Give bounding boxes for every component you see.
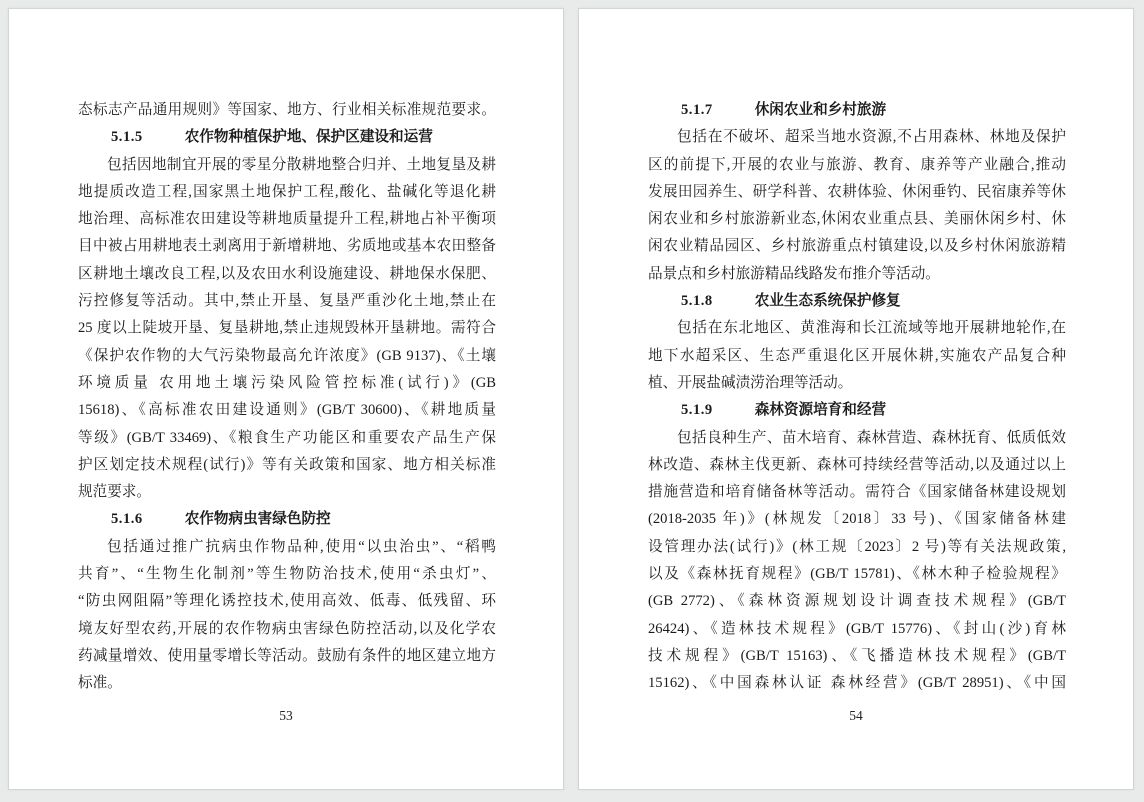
text-line: 植、开展盐碱渍涝治理等活动。 bbox=[648, 374, 853, 391]
text-line: 设管理办法(试行)》(林工规〔2023〕2 号)等有关法规政策, bbox=[648, 538, 1066, 555]
text-line: 《保护农作物的大气污染物最高允许浓度》(GB 9137)、《土壤 bbox=[78, 347, 496, 364]
section-heading-title: 农作物种植保护地、保护区建设和运营 bbox=[184, 129, 433, 146]
section-heading bbox=[648, 288, 1066, 315]
text-line: 措施营造和培育储备林等活动。需符合《国家储备林建设规划 bbox=[648, 484, 1066, 501]
text-line: 地治理、高标准农田建设等耕地质量提升工程,耕地占补平衡项 bbox=[78, 211, 496, 228]
text-line: 品景点和乡村旅游精品线路发布推介等活动。 bbox=[648, 265, 940, 282]
text-line: 境友好型农药,开展的农作物病虫害绿色防控活动,以及化学农 bbox=[78, 620, 496, 637]
text-line: (GB 2772)、《森林资源规划设计调查技术规程》(GB/T bbox=[648, 593, 1066, 610]
text-line: 目中被占用耕地表土剥离用于新增耕地、劣质地或基本农田整备 bbox=[78, 238, 496, 255]
text-line: 污控修复等活动。其中,禁止开垦、复垦严重沙化土地,禁止在 bbox=[78, 293, 496, 310]
text-line: (2018-2035 年)》(林规发〔2018〕33 号)、《国家储备林建 bbox=[648, 511, 1066, 528]
text-line: 包括因地制宜开展的零星分散耕地整合归并、土地复垦及耕 bbox=[107, 156, 496, 173]
section-heading bbox=[648, 397, 1066, 424]
section-heading-title: 休闲农业和乡村旅游 bbox=[754, 102, 887, 118]
section-heading-title: 森林资源培育和经营 bbox=[754, 402, 887, 419]
text-line: 地下水超采区、生态严重退化区开展休耕,实施农产品复合种 bbox=[648, 347, 1066, 364]
page-54-number: 54 bbox=[849, 708, 863, 723]
document-page-54 bbox=[578, 8, 1134, 790]
section-heading-number: 5.1.7 bbox=[681, 102, 713, 118]
text-line: 标准。 bbox=[78, 675, 122, 692]
text-line: 闲农业和乡村旅游新业态,休闲农业重点县、美丽休闲乡村、休 bbox=[648, 211, 1066, 228]
section-heading-number: 5.1.5 bbox=[111, 129, 143, 146]
text-line: “防虫网阻隔”等理化诱控技术,使用高效、低毒、低残留、环 bbox=[78, 593, 496, 610]
text-line: 以及《森林抚育规程》(GB/T 15781)、《林木种子检验规程》 bbox=[648, 566, 1066, 583]
text-line: 环境质量 农用地土壤污染风险管控标准(试行)》(GB bbox=[78, 374, 496, 391]
text-line: 态标志产品通用规则》等国家、地方、行业相关标准规范要求。 bbox=[78, 102, 496, 118]
section-heading bbox=[648, 97, 1066, 124]
text-line: 等级》(GB/T 33469)、《粮食生产功能区和重要农产品生产保 bbox=[78, 429, 496, 446]
section-heading-number: 5.1.9 bbox=[681, 402, 713, 419]
text-line: 闲农业精品园区、乡村旅游重点村镇建设,以及乡村休闲旅游精 bbox=[648, 238, 1066, 255]
section-heading bbox=[78, 124, 496, 151]
text-line: 25 度以上陡坡开垦、复垦耕地,禁止违规毁林开垦耕地。需符合 bbox=[78, 320, 496, 337]
text-line: 技术规程》(GB/T 15163)、《飞播造林技术规程》(GB/T bbox=[648, 647, 1066, 664]
section-heading-title: 农业生态系统保护修复 bbox=[754, 293, 901, 310]
text-line: 发展田园养生、研学科普、农耕体验、休闲垂钓、民宿康养等休 bbox=[648, 183, 1066, 200]
text-line: 26424)、《造林技术规程》(GB/T 15776)、《封山(沙)育林 bbox=[648, 620, 1066, 637]
text-line: 护区划定技术规程(试行)》等有关政策和国家、地方相关标准 bbox=[78, 456, 496, 473]
text-line: 15162)、《中国森林认证 森林经营》(GB/T 28951)、《中国 bbox=[648, 675, 1066, 692]
text-line: 药减量增效、使用量零增长等活动。鼓励有条件的地区建立地方 bbox=[78, 647, 496, 664]
section-heading-number: 5.1.8 bbox=[681, 293, 713, 310]
section-heading-number: 5.1.6 bbox=[111, 511, 143, 528]
page-53-number: 53 bbox=[279, 708, 293, 723]
text-line: 区耕地土壤改良工程,以及农田水利设施建设、耕地保水保肥、 bbox=[78, 265, 496, 282]
text-line: 地提质改造工程,国家黑土地保护工程,酸化、盐碱化等退化耕 bbox=[78, 183, 496, 200]
text-line: 15618)、《高标准农田建设通则》(GB/T 30600)、《耕地质量 bbox=[78, 402, 496, 419]
text-line: 包括在不破坏、超采当地水资源,不占用森林、林地及保护 bbox=[677, 129, 1066, 146]
text-line: 包括在东北地区、黄淮海和长江流域等地开展耕地轮作,在 bbox=[677, 320, 1066, 337]
text-line: 共育”、“生物生化制剂”等生物防治技术,使用“杀虫灯”、 bbox=[78, 566, 496, 583]
document-page-53 bbox=[8, 8, 564, 790]
section-heading-title: 农作物病虫害绿色防控 bbox=[184, 511, 331, 528]
page-53-content bbox=[78, 97, 496, 698]
section-heading bbox=[78, 506, 496, 533]
text-line: 区的前提下,开展的农业与旅游、教育、康养等产业融合,推动 bbox=[648, 156, 1066, 173]
text-line: 林改造、森林主伐更新、森林可持续经营等活动,以及通过以上 bbox=[648, 456, 1066, 473]
text-line: 规范要求。 bbox=[78, 484, 151, 501]
text-line: 包括良种生产、苗木培育、森林营造、森林抚育、低质低效 bbox=[677, 429, 1066, 446]
text-line: 包括通过推广抗病虫作物品种,使用“以虫治虫”、“稻鸭 bbox=[107, 538, 496, 555]
page-54-content bbox=[648, 97, 1066, 698]
